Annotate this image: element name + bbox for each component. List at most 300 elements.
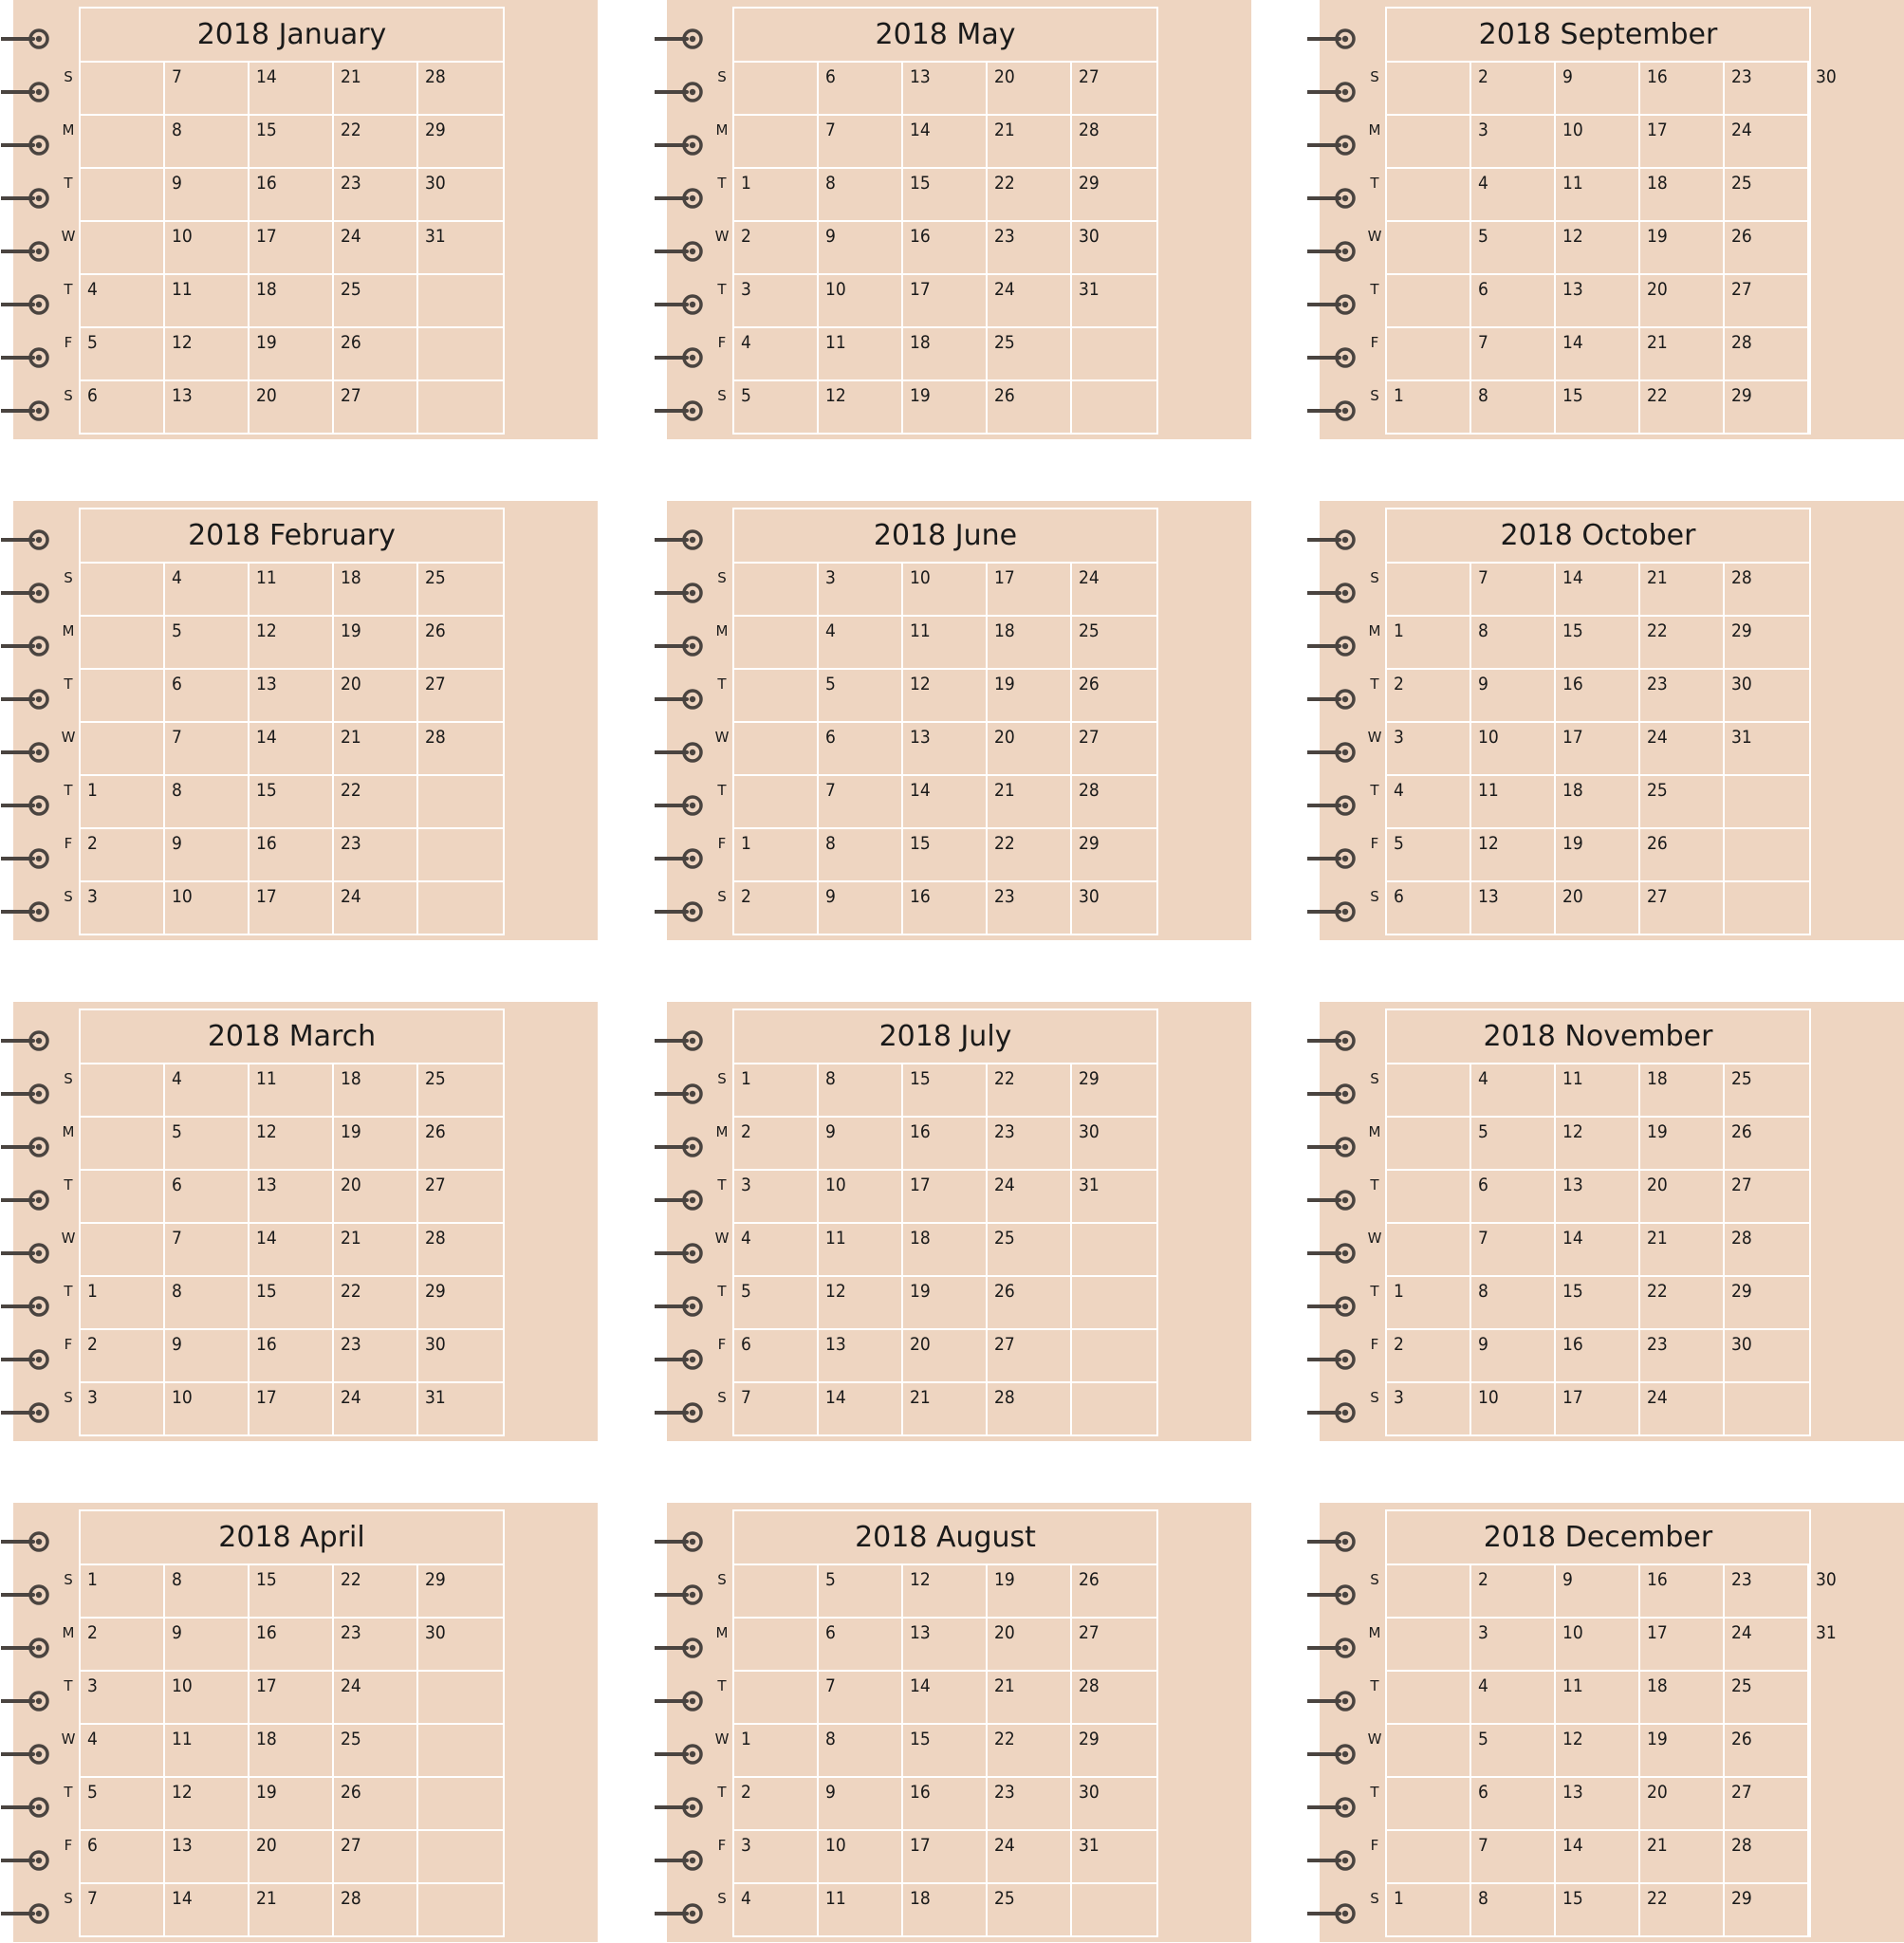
date-cell: 6 bbox=[165, 1171, 250, 1224]
date-cell: 25 bbox=[1072, 617, 1156, 670]
binder-ring-icon bbox=[655, 187, 704, 210]
binder-ring-icon bbox=[655, 1849, 704, 1872]
month-grid bbox=[732, 1509, 1158, 1937]
date-cell: 24 bbox=[988, 1831, 1072, 1884]
binder-ring-icon bbox=[655, 1029, 704, 1052]
date-cell: 22 bbox=[334, 776, 418, 829]
weekday-label: W bbox=[1367, 1730, 1382, 1748]
date-cell: 13 bbox=[1556, 1171, 1640, 1224]
month-title: 2018 November bbox=[1387, 1010, 1809, 1064]
date-cell: 4 bbox=[819, 617, 903, 670]
date-cell: 25 bbox=[1725, 1064, 1809, 1118]
date-cell: 21 bbox=[1640, 1831, 1725, 1884]
date-cell: 3 bbox=[1387, 1383, 1471, 1436]
binder-ring-icon bbox=[1, 1796, 50, 1819]
date-cell: 16 bbox=[250, 829, 334, 882]
date-cell bbox=[1387, 222, 1471, 275]
weekday-label: T bbox=[1370, 675, 1379, 693]
binder-ring-icon bbox=[1307, 1743, 1357, 1766]
month-title: 2018 December bbox=[1387, 1511, 1809, 1565]
binder-ring-icon bbox=[1307, 688, 1357, 711]
date-cell: 7 bbox=[734, 1383, 819, 1436]
date-cell: 14 bbox=[165, 1884, 250, 1937]
date-cell: 26 bbox=[988, 1277, 1072, 1330]
binder-ring-icon bbox=[655, 1189, 704, 1212]
weekday-label: T bbox=[64, 1176, 73, 1194]
month-card bbox=[1320, 501, 1904, 940]
date-cell: 25 bbox=[334, 275, 418, 328]
date-cell bbox=[1809, 1778, 1894, 1831]
date-cell: 28 bbox=[988, 1383, 1072, 1436]
weekday-label: S bbox=[717, 569, 727, 586]
date-cell bbox=[418, 328, 503, 381]
date-cell: 2 bbox=[734, 882, 819, 935]
date-cell: 11 bbox=[819, 1884, 903, 1937]
month-title: 2018 October bbox=[1387, 509, 1809, 564]
date-cell: 19 bbox=[334, 617, 418, 670]
binder-ring-icon bbox=[1, 1029, 50, 1052]
date-cell: 3 bbox=[734, 1831, 819, 1884]
binder-ring-icon bbox=[1307, 187, 1357, 210]
date-cell: 30 bbox=[1079, 886, 1100, 907]
date-cell: 3 bbox=[734, 275, 819, 328]
date-cell bbox=[734, 723, 819, 776]
date-cell: 28 bbox=[1072, 116, 1156, 169]
binder-ring-icon bbox=[655, 794, 704, 817]
month-title: 2018 May bbox=[734, 9, 1156, 63]
date-cell bbox=[1072, 328, 1156, 381]
date-cell bbox=[1072, 1224, 1156, 1277]
date-cell: 26 bbox=[418, 617, 503, 670]
weekday-label: T bbox=[1370, 1176, 1379, 1194]
weekday-label: M bbox=[62, 121, 75, 139]
date-cell bbox=[418, 829, 503, 882]
binder-ring-icon bbox=[655, 688, 704, 711]
date-cell: 11 bbox=[165, 275, 250, 328]
binder-ring-icon bbox=[655, 1083, 704, 1105]
date-cell: 24 bbox=[334, 222, 418, 275]
date-cell: 19 bbox=[1640, 1725, 1725, 1778]
binder-ring-icon bbox=[655, 741, 704, 764]
date-cell: 18 bbox=[1640, 1064, 1725, 1118]
date-cell: 22 bbox=[988, 1725, 1072, 1778]
binder-ring-icon bbox=[1, 1401, 50, 1424]
date-cell bbox=[1072, 1884, 1156, 1937]
date-cell: 6 bbox=[81, 381, 165, 435]
binder-ring-icon bbox=[655, 900, 704, 923]
date-cell: 14 bbox=[250, 63, 334, 116]
date-cell: 23 bbox=[334, 169, 418, 222]
date-cell: 16 bbox=[1640, 63, 1725, 116]
date-cell: 10 bbox=[1556, 116, 1640, 169]
date-cell bbox=[418, 1672, 503, 1725]
date-cell: 12 bbox=[165, 328, 250, 381]
binder-ring-icon bbox=[1307, 741, 1357, 764]
binder-ring-icon bbox=[655, 1242, 704, 1265]
date-cell: 20 bbox=[1556, 882, 1640, 935]
date-cell bbox=[1387, 169, 1471, 222]
weekday-label: S bbox=[717, 1389, 727, 1406]
date-cell: 17 bbox=[903, 1831, 988, 1884]
date-cell: 23 bbox=[1725, 1565, 1809, 1619]
weekday-label: S bbox=[717, 68, 727, 85]
date-cell: 6 bbox=[165, 670, 250, 723]
date-cell: 13 bbox=[903, 723, 988, 776]
month-card bbox=[1320, 1002, 1904, 1441]
date-cell: 30 bbox=[418, 169, 503, 222]
binder-ring-icon bbox=[1307, 1242, 1357, 1265]
date-cell: 17 bbox=[1640, 116, 1725, 169]
date-cell bbox=[1387, 1725, 1471, 1778]
date-cell bbox=[1387, 328, 1471, 381]
date-cell: 13 bbox=[165, 1831, 250, 1884]
binder-ring-icon bbox=[1, 1690, 50, 1712]
date-cell: 30 bbox=[1725, 1330, 1809, 1383]
date-cell: 9 bbox=[1471, 670, 1556, 723]
date-cell: 7 bbox=[81, 1884, 165, 1937]
date-cell: 17 bbox=[250, 1672, 334, 1725]
date-cell: 26 bbox=[1725, 1725, 1809, 1778]
date-cell: 9 bbox=[819, 222, 903, 275]
date-cell: 25 bbox=[988, 1224, 1072, 1277]
date-cell: 13 bbox=[903, 1619, 988, 1672]
weekday-label: T bbox=[717, 1283, 727, 1300]
binder-ring-icon bbox=[1, 528, 50, 551]
date-cell: 28 bbox=[1725, 1831, 1809, 1884]
date-cell: 1 bbox=[734, 1725, 819, 1778]
binder-ring-icon bbox=[1, 847, 50, 870]
month-grid bbox=[1385, 508, 1811, 935]
date-cell: 8 bbox=[165, 116, 250, 169]
date-cell: 2 bbox=[81, 829, 165, 882]
date-cell: 14 bbox=[250, 723, 334, 776]
binder-ring-icon bbox=[1307, 635, 1357, 657]
date-cell: 30 bbox=[1816, 66, 1837, 87]
date-cell: 27 bbox=[334, 381, 418, 435]
date-cell: 12 bbox=[819, 1277, 903, 1330]
binder-ring-icon bbox=[1, 1083, 50, 1105]
binder-ring-icon bbox=[1, 1637, 50, 1659]
weekday-label: T bbox=[1370, 175, 1379, 192]
date-cell: 23 bbox=[988, 1118, 1072, 1171]
weekday-label: W bbox=[714, 1230, 730, 1247]
date-cell: 14 bbox=[1556, 564, 1640, 617]
date-cell: 28 bbox=[418, 723, 503, 776]
date-cell: 6 bbox=[819, 63, 903, 116]
date-cell: 13 bbox=[165, 381, 250, 435]
date-cell: 5 bbox=[1471, 1118, 1556, 1171]
date-cell: 10 bbox=[1556, 1619, 1640, 1672]
weekday-label: F bbox=[64, 1336, 73, 1353]
weekday-label: T bbox=[1370, 1283, 1379, 1300]
weekday-label: F bbox=[64, 1837, 73, 1854]
date-cell: 3 bbox=[1387, 723, 1471, 776]
date-cell bbox=[1387, 116, 1471, 169]
date-cell: 20 bbox=[250, 381, 334, 435]
binder-ring-icon bbox=[1307, 1083, 1357, 1105]
date-cell: 16 bbox=[903, 1778, 988, 1831]
weekday-label: M bbox=[1368, 622, 1381, 639]
weekday-label: T bbox=[64, 782, 73, 799]
month-grid bbox=[732, 7, 1158, 435]
date-cell: 21 bbox=[903, 1383, 988, 1436]
weekday-label: S bbox=[1370, 1890, 1379, 1907]
date-cell bbox=[81, 723, 165, 776]
date-cell: 17 bbox=[1640, 1619, 1725, 1672]
date-cell: 26 bbox=[1725, 222, 1809, 275]
date-cell: 11 bbox=[250, 564, 334, 617]
date-cell: 31 bbox=[1072, 275, 1156, 328]
weekday-label: M bbox=[1368, 1123, 1381, 1140]
date-cell bbox=[1387, 1672, 1471, 1725]
date-cell: 24 bbox=[1725, 1619, 1809, 1672]
date-cell: 6 bbox=[1471, 1778, 1556, 1831]
date-cell: 4 bbox=[1471, 169, 1556, 222]
weekday-label: T bbox=[717, 175, 727, 192]
binder-ring-icon bbox=[1, 240, 50, 263]
binder-ring-icon bbox=[655, 1743, 704, 1766]
date-cell: 5 bbox=[165, 617, 250, 670]
month-card bbox=[667, 0, 1251, 439]
binder-ring-icon bbox=[655, 293, 704, 316]
weekday-label: F bbox=[717, 334, 727, 351]
date-cell: 11 bbox=[1556, 1672, 1640, 1725]
date-cell: 31 bbox=[1072, 1171, 1156, 1224]
date-cell: 4 bbox=[1387, 776, 1471, 829]
date-cell bbox=[1725, 829, 1809, 882]
date-cell: 16 bbox=[903, 882, 988, 935]
date-cell: 8 bbox=[165, 1277, 250, 1330]
month-title: 2018 February bbox=[81, 509, 503, 564]
date-cell: 12 bbox=[819, 381, 903, 435]
date-cell: 20 bbox=[334, 1171, 418, 1224]
binder-ring-icon bbox=[655, 635, 704, 657]
date-cell: 15 bbox=[1556, 1277, 1640, 1330]
weekday-label: F bbox=[1370, 1336, 1379, 1353]
month-card bbox=[13, 501, 598, 940]
date-cell: 5 bbox=[81, 328, 165, 381]
weekday-label: S bbox=[64, 387, 73, 404]
date-cell: 7 bbox=[819, 1672, 903, 1725]
date-cell bbox=[734, 617, 819, 670]
date-cell bbox=[734, 1565, 819, 1619]
date-cell: 9 bbox=[165, 1330, 250, 1383]
date-cell: 8 bbox=[819, 1064, 903, 1118]
date-cell: 27 bbox=[1725, 1171, 1809, 1224]
date-cell bbox=[81, 564, 165, 617]
date-cell: 20 bbox=[250, 1831, 334, 1884]
date-cell: 25 bbox=[1640, 776, 1725, 829]
weekday-label: M bbox=[715, 121, 729, 139]
binder-ring-icon bbox=[1, 1295, 50, 1318]
date-cell: 27 bbox=[1072, 723, 1156, 776]
date-cell: 5 bbox=[1387, 829, 1471, 882]
date-cell: 29 bbox=[1725, 381, 1809, 435]
binder-ring-icon bbox=[1307, 1029, 1357, 1052]
date-cell: 25 bbox=[1725, 1672, 1809, 1725]
weekday-label: M bbox=[1368, 121, 1381, 139]
date-cell: 31 bbox=[425, 1387, 446, 1408]
date-cell bbox=[81, 63, 165, 116]
date-cell: 17 bbox=[1556, 1383, 1640, 1436]
date-cell: 28 bbox=[418, 63, 503, 116]
date-cell: 10 bbox=[819, 1171, 903, 1224]
date-cell bbox=[734, 564, 819, 617]
date-cell: 11 bbox=[903, 617, 988, 670]
date-cell: 13 bbox=[819, 1330, 903, 1383]
date-cell: 28 bbox=[334, 1884, 418, 1937]
month-card bbox=[667, 1503, 1251, 1942]
month-card bbox=[1320, 0, 1904, 439]
date-cell: 8 bbox=[819, 829, 903, 882]
binder-ring-icon bbox=[1, 81, 50, 103]
date-cell: 26 bbox=[1725, 1118, 1809, 1171]
date-cell: 26 bbox=[1640, 829, 1725, 882]
date-cell: 27 bbox=[1072, 63, 1156, 116]
date-cell: 25 bbox=[418, 564, 503, 617]
date-cell: 30 bbox=[1072, 1778, 1156, 1831]
weekday-label: S bbox=[1370, 1571, 1379, 1588]
date-cell: 14 bbox=[1556, 328, 1640, 381]
date-cell: 22 bbox=[334, 1277, 418, 1330]
date-cell: 2 bbox=[734, 1778, 819, 1831]
month-card bbox=[13, 1002, 598, 1441]
binder-ring-icon bbox=[1307, 293, 1357, 316]
date-cell: 18 bbox=[250, 1725, 334, 1778]
date-cell: 8 bbox=[1471, 1277, 1556, 1330]
date-cell: 14 bbox=[903, 1672, 988, 1725]
date-cell: 11 bbox=[250, 1064, 334, 1118]
date-cell bbox=[81, 1064, 165, 1118]
date-cell: 20 bbox=[1640, 1778, 1725, 1831]
date-cell bbox=[81, 670, 165, 723]
date-cell: 29 bbox=[1072, 169, 1156, 222]
date-cell: 12 bbox=[903, 1565, 988, 1619]
binder-ring-icon bbox=[655, 81, 704, 103]
date-cell: 28 bbox=[1072, 776, 1156, 829]
date-cell: 14 bbox=[1556, 1224, 1640, 1277]
date-cell: 2 bbox=[734, 222, 819, 275]
weekday-label: F bbox=[64, 334, 73, 351]
date-cell: 18 bbox=[250, 275, 334, 328]
month-grid bbox=[79, 1009, 505, 1436]
date-cell: 14 bbox=[1556, 1831, 1640, 1884]
weekday-label: F bbox=[1370, 835, 1379, 852]
binder-ring-icon bbox=[1, 187, 50, 210]
date-cell: 21 bbox=[988, 776, 1072, 829]
binder-ring-icon bbox=[1, 1743, 50, 1766]
date-cell: 13 bbox=[1471, 882, 1556, 935]
date-cell: 1 bbox=[81, 1565, 165, 1619]
date-cell: 29 bbox=[418, 116, 503, 169]
month-card bbox=[667, 1002, 1251, 1441]
binder-ring-icon bbox=[1, 1242, 50, 1265]
binder-ring-icon bbox=[1, 688, 50, 711]
date-cell: 2 bbox=[81, 1330, 165, 1383]
month-grid bbox=[1385, 1009, 1811, 1436]
date-cell: 23 bbox=[1725, 63, 1809, 116]
date-cell: 1 bbox=[81, 1277, 165, 1330]
weekday-label: T bbox=[1370, 281, 1379, 298]
date-cell: 7 bbox=[165, 1224, 250, 1277]
date-cell: 16 bbox=[250, 1619, 334, 1672]
date-cell: 8 bbox=[165, 1565, 250, 1619]
binder-ring-icon bbox=[655, 1637, 704, 1659]
date-cell: 11 bbox=[165, 1725, 250, 1778]
weekday-label: S bbox=[64, 1571, 73, 1588]
binder-ring-icon bbox=[655, 346, 704, 369]
month-title: 2018 June bbox=[734, 509, 1156, 564]
weekday-label: S bbox=[1370, 569, 1379, 586]
date-cell: 22 bbox=[334, 1565, 418, 1619]
date-cell: 13 bbox=[250, 670, 334, 723]
date-cell: 23 bbox=[1640, 1330, 1725, 1383]
date-cell: 28 bbox=[418, 1224, 503, 1277]
date-cell bbox=[734, 63, 819, 116]
binder-ring-icon bbox=[1307, 1136, 1357, 1158]
binder-ring-icon bbox=[655, 1796, 704, 1819]
binder-ring-icon bbox=[1307, 28, 1357, 50]
date-cell: 21 bbox=[988, 1672, 1072, 1725]
date-cell bbox=[1387, 1778, 1471, 1831]
date-cell: 31 bbox=[1072, 1831, 1156, 1884]
date-cell: 1 bbox=[1387, 1277, 1471, 1330]
date-cell: 30 bbox=[1072, 222, 1156, 275]
weekday-label: W bbox=[1367, 1230, 1382, 1247]
date-cell: 10 bbox=[165, 1383, 250, 1436]
date-cell: 21 bbox=[988, 116, 1072, 169]
date-cell bbox=[734, 1619, 819, 1672]
date-cell: 8 bbox=[819, 1725, 903, 1778]
date-cell bbox=[1072, 381, 1156, 435]
binder-ring-icon bbox=[1307, 1295, 1357, 1318]
date-cell: 6 bbox=[819, 723, 903, 776]
date-cell: 17 bbox=[988, 564, 1072, 617]
date-cell: 5 bbox=[734, 1277, 819, 1330]
date-cell: 15 bbox=[1556, 1884, 1640, 1937]
binder-ring-icon bbox=[1307, 1401, 1357, 1424]
date-cell bbox=[81, 169, 165, 222]
date-cell bbox=[418, 1884, 503, 1937]
date-cell: 4 bbox=[165, 1064, 250, 1118]
date-cell: 23 bbox=[988, 882, 1072, 935]
date-cell: 9 bbox=[165, 1619, 250, 1672]
date-cell: 15 bbox=[903, 169, 988, 222]
date-cell: 16 bbox=[1556, 1330, 1640, 1383]
weekday-label: S bbox=[1370, 68, 1379, 85]
date-cell: 30 bbox=[1816, 1569, 1837, 1590]
binder-ring-icon bbox=[1307, 134, 1357, 157]
date-cell: 5 bbox=[165, 1118, 250, 1171]
date-cell: 25 bbox=[418, 1064, 503, 1118]
date-cell: 22 bbox=[334, 116, 418, 169]
weekday-label: W bbox=[714, 1730, 730, 1748]
month-title: 2018 March bbox=[81, 1010, 503, 1064]
date-cell: 7 bbox=[1471, 564, 1556, 617]
weekday-label: W bbox=[1367, 729, 1382, 746]
date-cell: 26 bbox=[418, 1118, 503, 1171]
date-cell: 8 bbox=[1471, 1884, 1556, 1937]
date-cell: 20 bbox=[988, 63, 1072, 116]
date-cell: 2 bbox=[81, 1619, 165, 1672]
month-grid bbox=[79, 7, 505, 435]
binder-ring-icon bbox=[1, 900, 50, 923]
weekday-label: W bbox=[714, 729, 730, 746]
weekday-label: T bbox=[717, 1677, 727, 1694]
binder-ring-icon bbox=[1, 399, 50, 422]
date-cell: 20 bbox=[1640, 275, 1725, 328]
date-cell: 10 bbox=[819, 1831, 903, 1884]
